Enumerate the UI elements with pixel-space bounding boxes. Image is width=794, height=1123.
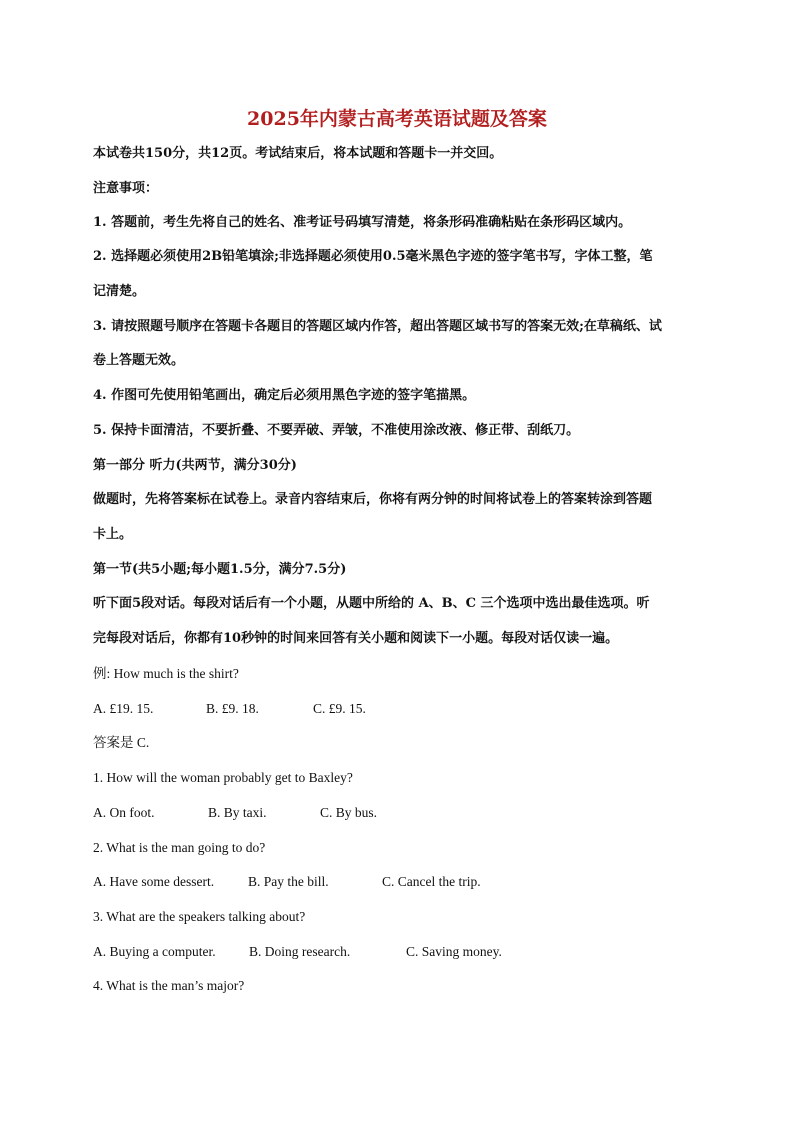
notice-item: 3. 请按照题号顺序在答题卡各题目的答题区域内作答，超出答题区域书写的答案无效;在草稿纸、试: [93, 319, 662, 334]
option-c: C. Cancel the trip.: [382, 874, 481, 889]
option-c: C. Saving money.: [406, 944, 502, 959]
example-question: 例: How much is the shirt?: [93, 666, 239, 681]
question-4: 4. What is the man’s major?: [93, 978, 245, 993]
part1-heading: 第一部分 听力(共两节，满分30分): [93, 458, 297, 473]
question-3-options: [93, 943, 703, 961]
exam-title: 2025年内蒙古高考英语试题及答案: [247, 108, 547, 130]
part1-instructions: 卡上。: [93, 527, 133, 542]
option-b: B. £9. 18.: [206, 701, 259, 716]
notice-item: 4. 作图可先使用铅笔画出，确定后必须用黑色字迹的签字笔描黑。: [93, 388, 476, 403]
option-b: B. By taxi.: [208, 805, 267, 820]
part1-instructions: 做题时，先将答案标在试卷上。录音内容结束后，你将有两分钟的时间将试卷上的答案转涂到答题: [93, 492, 653, 507]
notice-item: 卷上答题无效。: [93, 353, 185, 368]
notice-item: 1. 答题前，考生先将自己的姓名、准考证号码填写清楚，将条形码准确粘贴在条形码区域内。: [93, 215, 632, 230]
section1-instructions: 听下面5段对话。每段对话后有一个小题，从题中所给的 A、B、C 三个选项中选出最佳选项。听: [93, 596, 650, 611]
option-a: A. £19. 15.: [93, 701, 154, 716]
section1-heading: 第一节(共5小题;每小题1.5分，满分7.5分): [93, 562, 347, 577]
notice-item: 2. 选择题必须使用2B铅笔填涂;非选择题必须使用0.5毫米黑色字迹的签字笔书写，字体工整，笔: [93, 249, 653, 264]
question-1-options: [93, 804, 703, 822]
notice-item: 5. 保持卡面清洁，不要折叠、不要弄破、弄皱，不准使用涂改液、修正带、刮纸刀。: [93, 423, 580, 438]
option-a: A. Buying a computer.: [93, 944, 216, 959]
section1-instructions: 完每段对话后，你都有10秒钟的时间来回答有关小题和阅读下一小题。每段对话仅读一遍。: [93, 631, 619, 646]
option-c: C. £9. 15.: [313, 701, 366, 716]
question-2: 2. What is the man going to do?: [93, 840, 266, 855]
question-1: 1. How will the woman probably get to Baxley?: [93, 770, 353, 785]
option-a: A. Have some dessert.: [93, 874, 215, 889]
option-b: B. Doing research.: [249, 944, 351, 959]
question-3: 3. What are the speakers talking about?: [93, 909, 306, 924]
option-c: C. By bus.: [320, 805, 378, 820]
notice-item: 记清楚。: [93, 284, 146, 299]
question-2-options: [93, 873, 703, 891]
intro-text: 本试卷共150分，共12页。考试结束后，将本试题和答题卡一并交回。: [93, 146, 503, 161]
notice-heading: 注意事项：: [93, 181, 159, 196]
example-options: [93, 700, 703, 718]
example-answer: 答案是 C.: [93, 735, 150, 750]
option-b: B. Pay the bill.: [248, 874, 329, 889]
option-a: A. On foot.: [93, 805, 155, 820]
